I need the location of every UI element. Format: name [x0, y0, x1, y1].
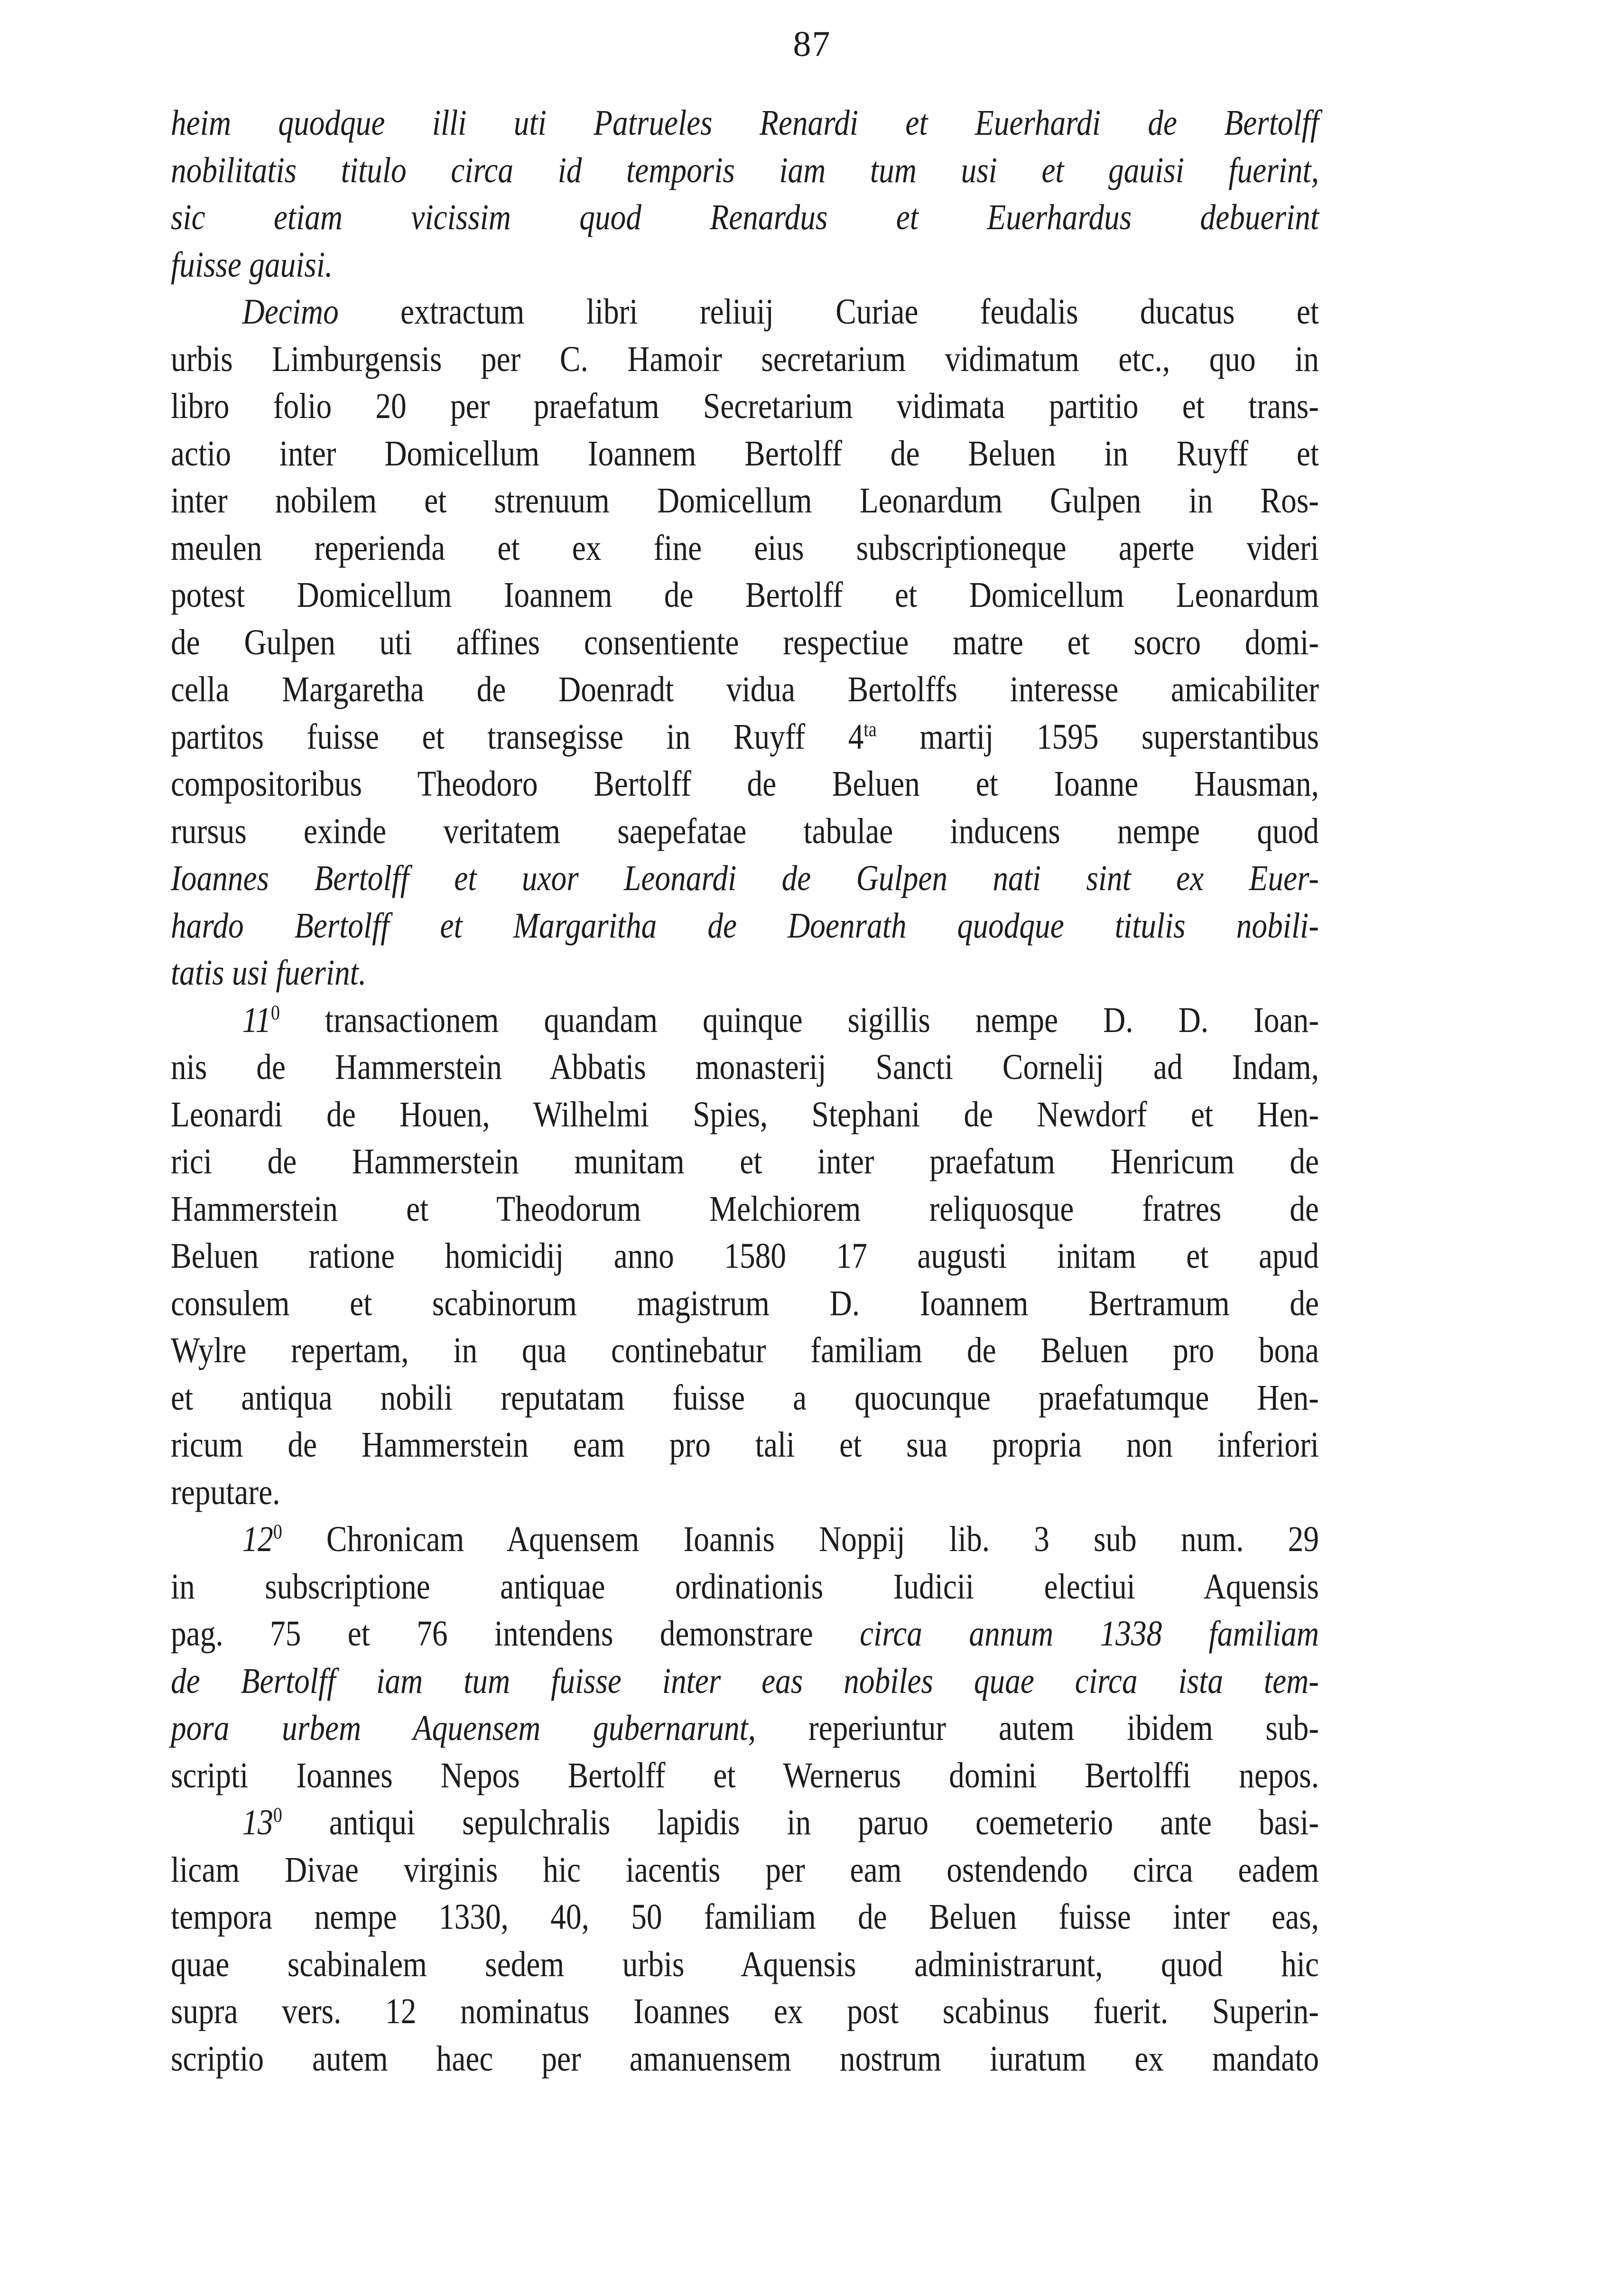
text-segment: urbis Limburgensis per C. Hamoir secretarium vidimatum etc., quo in	[171, 339, 1319, 379]
text-line	[171, 855, 1319, 902]
text-segment: transactionem quandam quinque sigillis nempe D. D. Ioan-	[279, 1000, 1319, 1040]
text-line	[171, 100, 1319, 147]
text-segment: Chronicam Aquensem Ioannis Noppij lib. 3 sub num. 29	[282, 1519, 1319, 1559]
text-segment: 11	[242, 1000, 271, 1040]
text-line	[171, 525, 1319, 572]
text-line	[171, 1233, 1319, 1280]
text-segment: libro folio 20 per praefatum Secretarium vidimata partitio et trans-	[171, 386, 1319, 426]
text-segment: tempora nempe 1330, 40, 50 familiam de Beluen fuisse inter eas,	[171, 1897, 1319, 1937]
text-segment: nobilitatis titulo circa id temporis iam tum usi et gauisi fuerint,	[171, 150, 1319, 190]
text-line	[171, 1044, 1319, 1091]
text-segment: extractum libri reliuij Curiae feudalis ducatus et	[338, 292, 1319, 332]
text-segment: ricum de Hammerstein eam pro tali et sua propria non inferiori	[171, 1425, 1319, 1465]
text-segment: Beluen ratione homicidij anno 1580 17 augusti initam et apud	[171, 1236, 1319, 1276]
text-segment: quae scabinalem sedem urbis Aquensis administrarunt, quod hic	[171, 1944, 1319, 1984]
text-segment: Hammerstein et Theodorum Melchiorem reliquosque fratres de	[171, 1189, 1319, 1229]
text-line	[171, 1658, 1319, 1705]
text-line	[171, 1705, 1319, 1752]
text-line	[171, 1563, 1319, 1611]
text-segment: scriptio autem haec per amanuensem nostrum iuratum ex mandato	[171, 2038, 1319, 2079]
text-line	[171, 336, 1319, 383]
text-line	[171, 1138, 1319, 1186]
text-line	[171, 1847, 1319, 1894]
text-line	[171, 147, 1319, 195]
text-line	[171, 288, 1319, 336]
text-segment: rursus exinde veritatem saepefatae tabulae inducens nempe quod	[171, 811, 1319, 851]
text-segment: hardo Bertolff et Margaritha de Doenrath quodque titulis nobili-	[171, 905, 1319, 946]
text-line	[171, 1799, 1319, 1847]
superscript: 0	[273, 1520, 282, 1543]
text-segment: cella Margaretha de Doenradt vidua Bertolffs interesse amicabiliter	[171, 669, 1319, 709]
text-segment: meulen reperienda et ex fine eius subscriptioneque aperte videri	[171, 528, 1319, 568]
text-line	[171, 2036, 1319, 2083]
superscript: ta	[863, 717, 877, 741]
text-segment: illi uti Patrueles Renardi et Euerhardi de Bertolff	[432, 103, 1319, 143]
text-segment: 12	[242, 1519, 273, 1559]
text-line	[171, 242, 1319, 289]
text-segment: reputare.	[171, 1472, 280, 1512]
text-line	[171, 1375, 1319, 1422]
text-segment: antiqui sepulchralis lapidis in paruo coemeterio ante basi-	[282, 1803, 1319, 1842]
text-segment: fuisse gauisi.	[171, 244, 333, 285]
text-segment: actio inter Domicellum Ioannem Bertolff de Beluen in Ruyff et	[171, 433, 1319, 474]
text-segment: rici de Hammerstein munitam et inter praefatum Henricum de	[171, 1142, 1319, 1181]
text-line	[171, 383, 1319, 430]
text-segment: licam Divae virginis hic iacentis per eam ostendendo circa eadem	[171, 1850, 1319, 1890]
text-segment: potest Domicellum Ioannem de Bertolff et Domicellum Leonardum	[171, 575, 1319, 615]
text-line	[171, 572, 1319, 619]
text-segment: circa annum 1338 familiam	[860, 1614, 1319, 1654]
text-segment: supra vers. 12 nominatus Ioannes ex post scabinus fuerit. Superin-	[171, 1991, 1319, 2031]
text-line	[171, 714, 1319, 761]
text-segment: nis de Hammerstein Abbatis monasterij Sancti Cornelij ad Indam,	[171, 1047, 1319, 1087]
page-number: 87	[793, 24, 831, 64]
text-segment: Ioannes Bertolff et uxor Leonardi de Gulpen nati sint ex Euer-	[171, 858, 1319, 898]
text-line	[171, 997, 1319, 1044]
text-segment: scripti Ioannes Nepos Bertolff et Wernerus domini Bertolffi nepos.	[171, 1755, 1319, 1795]
text-segment: reperiuntur autem ibidem sub-	[756, 1708, 1319, 1748]
text-line	[171, 1988, 1319, 2036]
text-line	[171, 430, 1319, 478]
text-line	[171, 902, 1319, 950]
text-segment: inter nobilem et strenuum Domicellum Leonardum Gulpen in Ros-	[171, 481, 1319, 521]
text-segment: 13	[242, 1803, 273, 1842]
text-segment: de Gulpen uti affines consentiente respectiue matre et socro domi-	[171, 622, 1319, 662]
text-segment: pora urbem Aquensem gubernarunt,	[171, 1708, 756, 1748]
text-segment: martij 1595 superstantibus	[876, 716, 1319, 757]
superscript: 0	[271, 1001, 280, 1024]
text-segment: et antiqua nobili reputatam fuisse a quocunque praefatumque Hen-	[171, 1377, 1319, 1418]
text-line	[171, 619, 1319, 667]
text-segment: heim quodque	[171, 103, 432, 143]
text-line	[171, 1894, 1319, 1941]
body-text	[171, 100, 1319, 2082]
text-line	[171, 1752, 1319, 1800]
text-line	[171, 194, 1319, 242]
text-segment: sic etiam vicissim quod Renardus et Euerhardus debuerint	[171, 197, 1319, 237]
superscript: 0	[273, 1803, 282, 1827]
text-line	[171, 949, 1319, 997]
text-segment: Wylre repertam, in qua continebatur familiam de Beluen pro bona	[171, 1330, 1319, 1370]
text-segment: compositoribus Theodoro Bertolff de Beluen et Ioanne Hausman,	[171, 764, 1319, 804]
text-line	[171, 1941, 1319, 1989]
text-line	[171, 1091, 1319, 1139]
text-line	[171, 1422, 1319, 1469]
text-segment: de Bertolff iam tum fuisse inter eas nobiles quae circa ista tem-	[171, 1661, 1319, 1701]
text-line	[171, 1469, 1319, 1516]
text-line	[171, 761, 1319, 808]
text-line	[171, 666, 1319, 714]
text-segment: in subscriptione antiquae ordinationis Iudicii electiui Aquensis	[171, 1566, 1319, 1607]
text-line	[171, 1610, 1319, 1658]
text-line	[171, 808, 1319, 855]
text-segment: tatis usi fuerint.	[171, 953, 367, 993]
text-segment: consulem et scabinorum magistrum D. Ioannem Bertramum de	[171, 1283, 1319, 1323]
text-line	[171, 1280, 1319, 1328]
text-segment: pag. 75 et 76 intendens demonstrare	[171, 1614, 860, 1654]
text-line	[171, 1516, 1319, 1563]
text-line	[171, 477, 1319, 525]
text-segment: Decimo	[242, 292, 339, 332]
text-segment: Leonardi de Houen, Wilhelmi Spies, Stephani de Newdorf et Hen-	[171, 1094, 1319, 1134]
text-line	[171, 1186, 1319, 1233]
text-line	[171, 1327, 1319, 1375]
text-segment: partitos fuisse et transegisse in Ruyff 4	[171, 716, 864, 757]
